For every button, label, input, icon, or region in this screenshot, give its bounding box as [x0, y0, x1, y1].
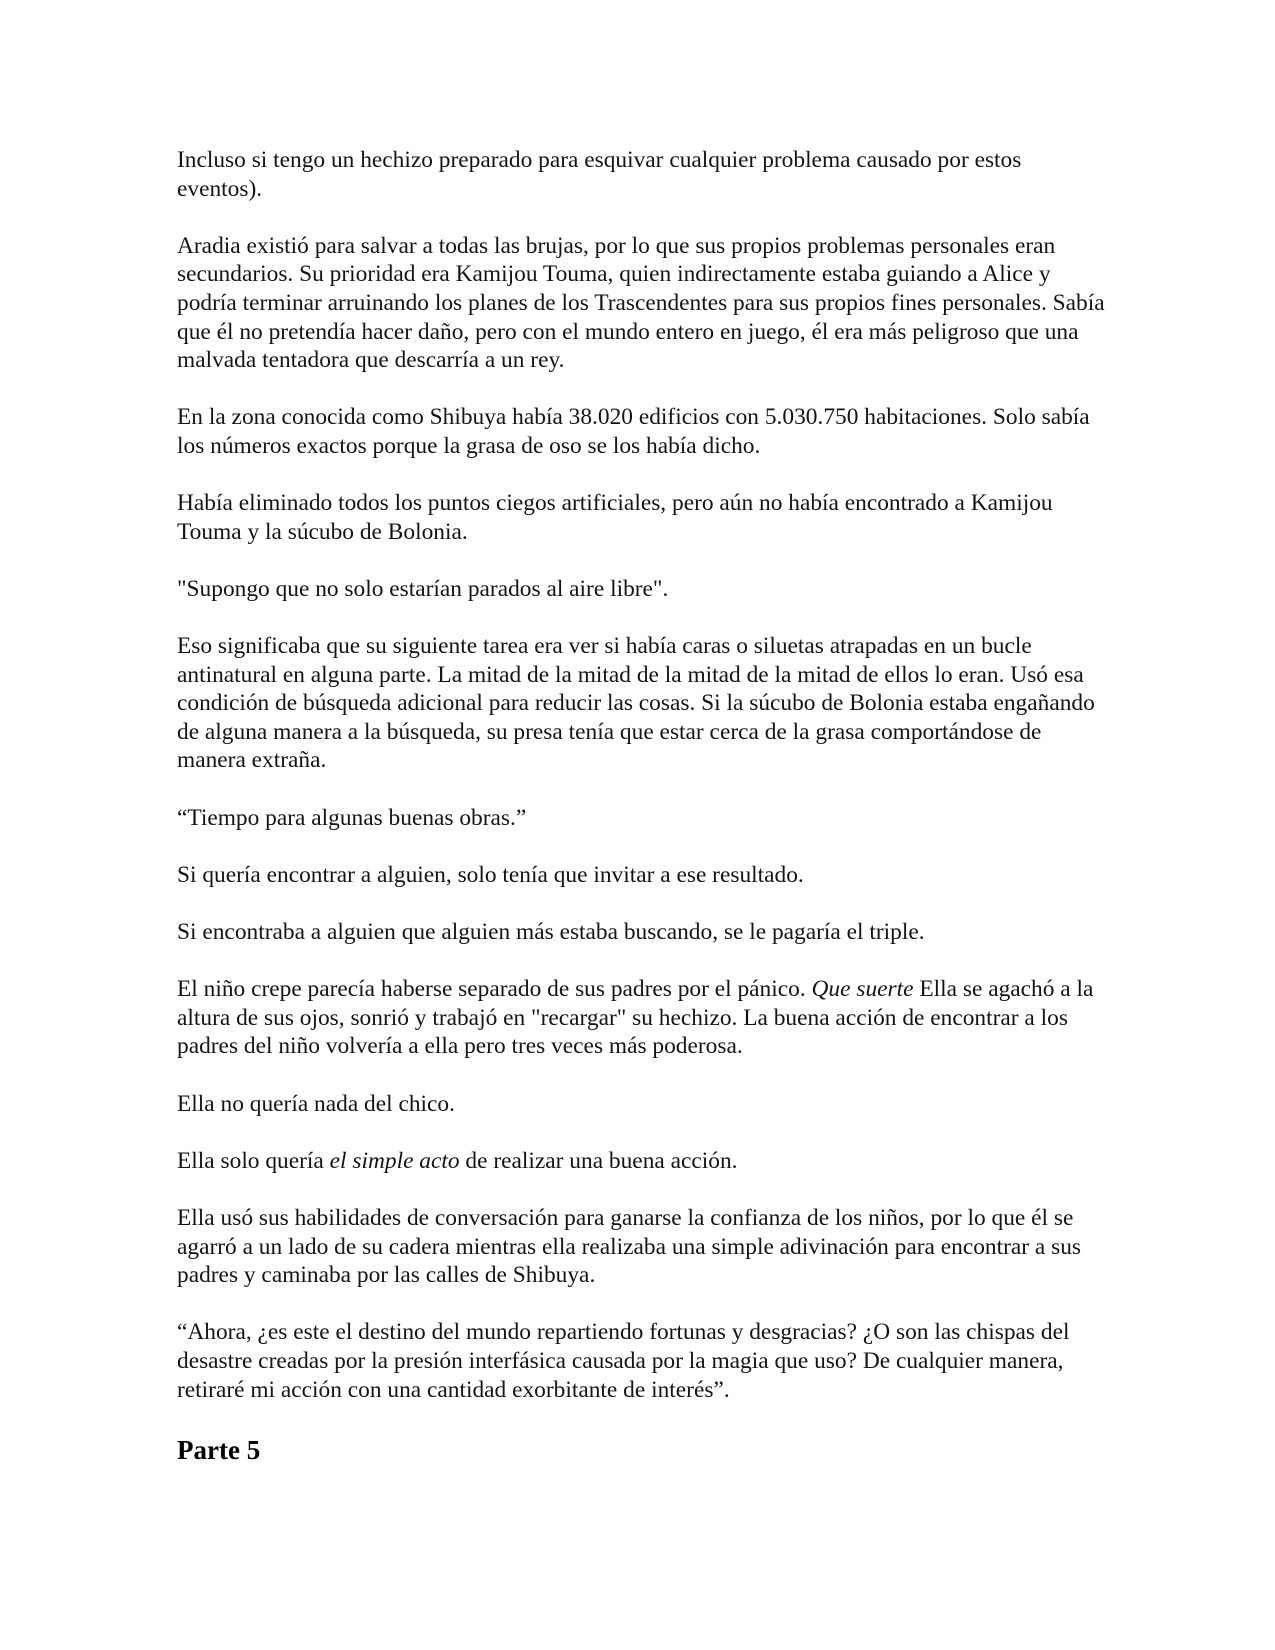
paragraph-10	[177, 975, 1107, 1061]
paragraph-12-after: de realizar una buena acción.	[459, 1147, 738, 1174]
paragraph-6: Eso significaba que su siguiente tarea era ver si había caras o siluetas atrapadas en un bucle antinatural en alguna parte. La mitad de la mitad de la mitad de la mitad de ellos lo eran. Usó esa condición de búsqueda adicional para reducir las cosas. Si la súcubo de Bolonia estaba engañando de alguna manera a la búsqueda, su presa tenía que estar cerca de la grasa comportándose de manera extraña.	[177, 633, 1095, 774]
paragraph-12	[177, 1147, 1107, 1176]
paragraph-10-italic: Que suerte	[811, 976, 914, 1003]
paragraph-13: Ella usó sus habilidades de conversación para ganarse la confianza de los niños, por lo que él se agarró a un lado de su cadera mientras ella realizaba una simple adivinación para encontrar a sus padres y caminaba por las calles de Shibuya.	[177, 1204, 1082, 1289]
paragraph-14: “Ahora, ¿es este el destino del mundo repartiendo fortunas y desgracias? ¿O son las chispas del desastre creadas por la presión interfásica causada por la magia que uso? De cualquier manera, retiraré mi acción con una cantidad exorbitante de interés”.	[177, 1319, 1070, 1403]
paragraph-3: En la zona conocida como Shibuya había 38.020 edificios con 5.030.750 habitaciones. Solo sabía los números exactos porque la grasa de oso se los había dicho.	[177, 404, 1090, 459]
paragraph-10-before: El niño crepe parecía haberse separado de sus padres por el pánico.	[177, 976, 812, 1003]
paragraph-8: Si quería encontrar a alguien, solo tenía que invitar a ese resultado.	[177, 861, 804, 888]
paragraph-5: "Supongo que no solo estarían parados al aire libre".	[177, 575, 669, 602]
paragraph-10-after: Ella se agachó a la altura de sus ojos, sonrió y trabajó en "recargar" su hechizo. La buena acción de encontrar a los padres del niño volvería a ella pero tres veces más poderosa.	[177, 976, 1094, 1060]
paragraph-1: Incluso si tengo un hechizo preparado para esquivar cualquier problema causado por estos eventos).	[177, 147, 1022, 202]
paragraph-9: Si encontraba a alguien que alguien más estaba buscando, se le pagaría el triple.	[177, 919, 925, 946]
document-page	[177, 146, 1107, 1466]
section-heading: Parte 5	[177, 1435, 261, 1466]
paragraph-4: Había eliminado todos los puntos ciegos artificiales, pero aún no había encontrado a Kamijou Touma y la súcubo de Bolonia.	[177, 490, 1053, 545]
paragraph-7: “Tiempo para algunas buenas obras.”	[177, 804, 527, 831]
paragraph-12-before: Ella solo quería	[177, 1147, 330, 1174]
paragraph-2: Aradia existió para salvar a todas las brujas, por lo que sus propios problemas personales eran secundarios. Su prioridad era Kamijou Touma, quien indirectamente estaba guiando a Alice y podría terminar arruinando los planes de los Trascendentes para sus propios fines personales. Sabía que él no pretendía hacer daño, pero con el mundo entero en juego, él era más peligroso que una malvada tentadora que descarría a un rey.	[177, 232, 1105, 374]
paragraph-12-italic: el simple acto	[329, 1147, 460, 1174]
paragraph-11: Ella no quería nada del chico.	[177, 1090, 455, 1117]
